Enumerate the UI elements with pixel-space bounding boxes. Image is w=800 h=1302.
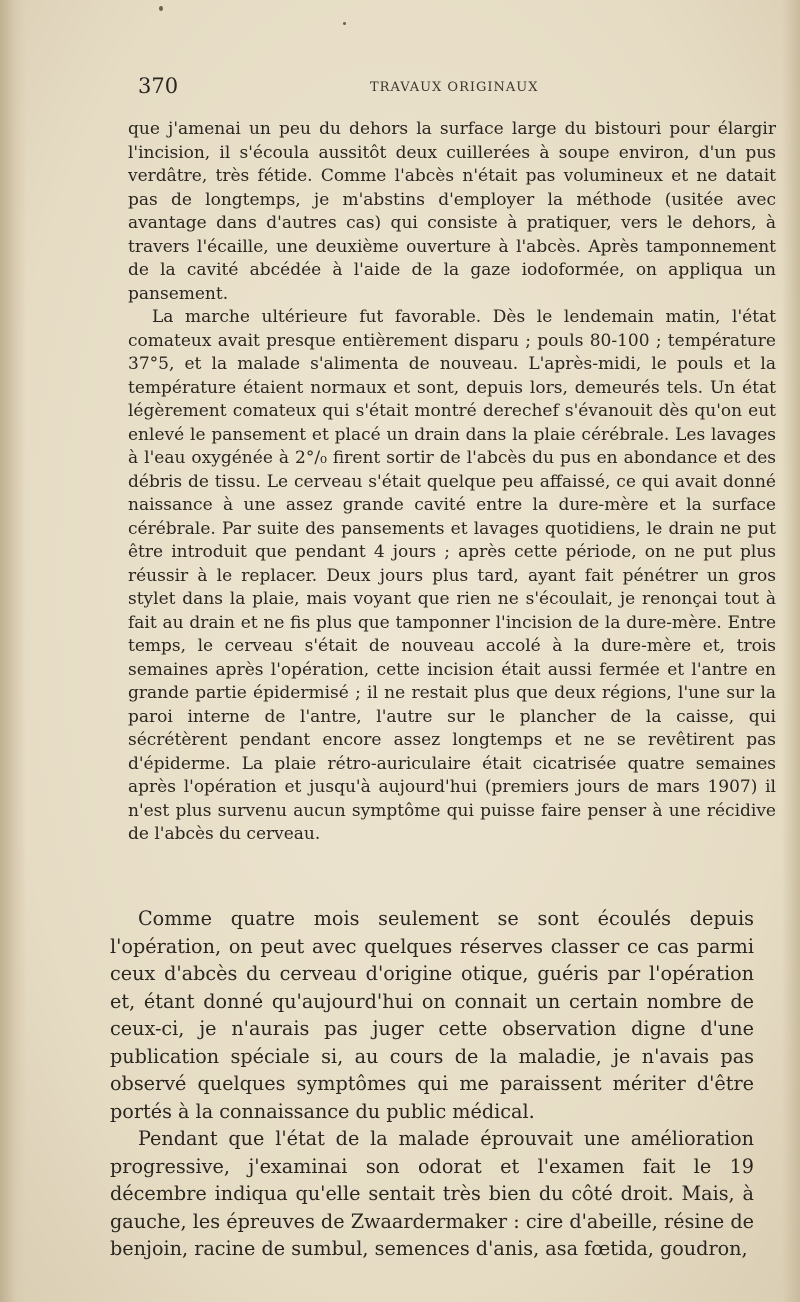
body-text-large — [110, 905, 754, 1263]
paragraph: Pendant que l'état de la malade éprouvait une amélioration progressive, j'examinai son odorat et l'examen fait le 19 décembre indiqua qu'elle sentait très bien du côté droit. Mais, à gauche, les épreuves de Zwaardermaker : cire d'abeille, résine de benjoin, racine de sumbul, semences d'anis, asa fœtida, goudron, — [110, 1127, 754, 1260]
page-edge-shadow — [782, 0, 800, 1302]
running-title: TRAVAUX ORIGINAUX — [370, 80, 539, 95]
paragraph: que j'amenai un peu du dehors la surface large du bistouri pour élargir l'incision, il s'écoula aussitôt deux cuillerées à soupe environ, d'un pus verdâtre, très fétide. Comme l'abcès n'était pas volumineux et ne datait pas de longtemps, je m'abstins d'employer la méthode (usitée avec avantage dans d'autres cas) qui consiste à pratiquer, vers le dehors, à travers l'écaille, une deuxième ouverture à l'abcès. Après tamponnement de la cavité abcédée à l'aide de la gaze iodoformée, on appliqua un pansement. — [128, 119, 776, 304]
body-text-small — [128, 118, 776, 847]
running-head — [138, 74, 778, 104]
page-binding-shadow — [0, 0, 26, 1302]
page-number: 370 — [138, 74, 179, 98]
paragraph: Comme quatre mois seulement se sont écoulés depuis l'opération, on peut avec quelques réserves classer ce cas parmi ceux d'abcès du cerveau d'origine otique, guéris par l'opération et, étant donné qu'aujourd'hui on connait un certain nombre de ceux-ci, je n'aurais pas juger cette observation digne d'une publication spéciale si, au cours de la maladie, je n'avais pas observé quelques symptômes qui me paraissent mériter d'être portés à la connaissance du public médical. — [110, 907, 754, 1123]
paragraph: La marche ultérieure fut favorable. Dès le lendemain matin, l'état comateux avait presque entièrement disparu ; pouls 80-100 ; température 37°5, et la malade s'alimenta de nouveau. L'après-midi, le pouls et la température étaient normaux et sont, depuis lors, demeurés tels. Un état légèrement comateux qui s'était montré derechef s'évanouit dès qu'on eut enlevé le pansement et placé un drain dans la plaie cérébrale. Les lavages à l'eau oxygénée à 2°/₀ firent sortir de l'abcès du pus en abondance et des débris de tissu. Le cerveau s'était quelque peu affaissé, ce qui avait donné naissance à une assez grande cavité entre la dure-mère et la surface cérébrale. Par suite des pansements et lavages quotidiens, le drain ne put être introduit que pendant 4 jours ; après cette période, on ne put plus réussir à le replacer. Deux jours plus tard, ayant fait pénétrer un gros stylet dans la plaie, mais voyant que rien ne s'écoulait, je renonçai tout à fait au drain et ne fis plus que tamponner l'incision de la dure-mère. Entre temps, le cerveau s'était de nouveau accolé à la dure-mère et, trois semaines après l'opération, cette incision était aussi fermée et l'antre en grande partie épidermisé ; il ne restait plus que deux régions, l'une sur la paroi interne de l'antre, l'autre sur le plancher de la caisse, qui sécrétèrent pendant encore assez longtemps et ne se revêtirent pas d'épiderme. La plaie rétro-auriculaire était cicatrisée quatre semaines après l'opération et jusqu'à aujourd'hui (premiers jours de mars 1907) il n'est plus survenu aucun symptôme qui puisse faire penser à une récidive de l'abcès du cerveau. — [128, 307, 776, 844]
ink-speck — [159, 6, 163, 11]
ink-speck — [343, 22, 346, 25]
